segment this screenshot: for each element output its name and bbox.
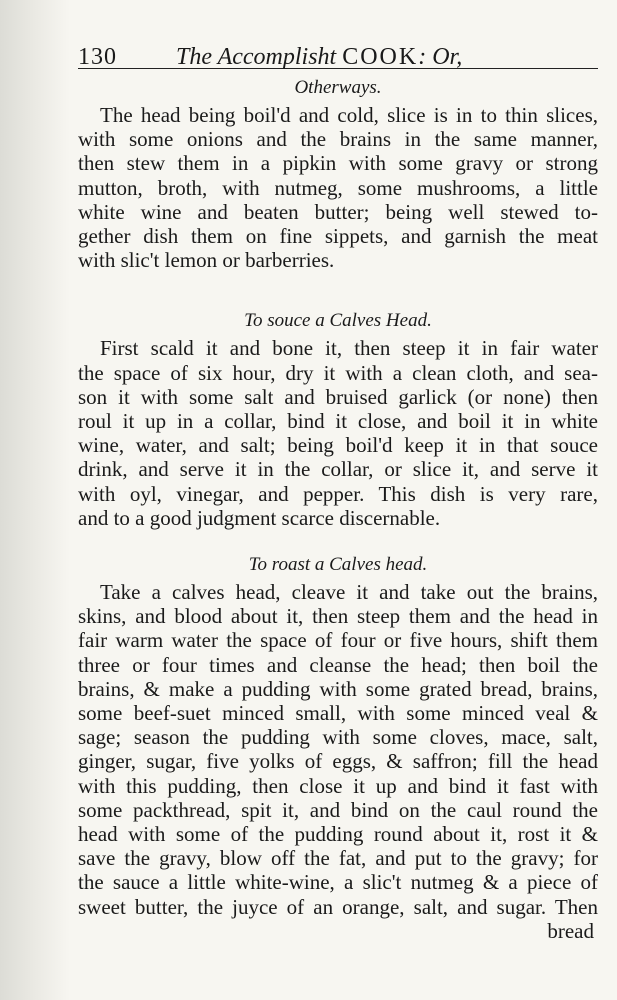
text-line: some beef-suet minced small, with some minced veal & xyxy=(78,701,598,726)
text-line: roul it up in a collar, bind it close, and boil it in white xyxy=(78,409,598,434)
text-line: Take a calves head, cleave it and take out the brains, xyxy=(100,580,598,605)
text-line: ginger, sugar, five yolks of eggs, & saffron; fill the head xyxy=(78,749,598,774)
text-line: with this pudding, then close it up and bind it fast with xyxy=(78,773,598,798)
catchword: bread xyxy=(547,918,594,943)
text-line: son it with some salt and bruised garlick (or none) then xyxy=(78,384,598,409)
running-head xyxy=(78,30,598,69)
text-line: First scald it and bone it, then steep it in fair water xyxy=(100,336,598,361)
text-line: gether dish them on fine sippets, and garnish the meat xyxy=(78,224,598,249)
text-line: sweet butter, the juyce of an orange, salt, and sugar. Then xyxy=(78,894,598,919)
text-line: some packthread, spit it, and bind on the caul round the xyxy=(78,797,598,822)
section-heading-otherways: Otherways. xyxy=(294,77,382,98)
text-line: save the gravy, blow off the fat, and put to the gravy; for xyxy=(78,846,598,871)
text-line: sage; season the pudding with some cloves, mace, salt, xyxy=(78,725,598,750)
page-number: 130 xyxy=(78,44,117,70)
text-line: white wine and beaten butter; being well stewed to- xyxy=(78,199,598,224)
text-line: the space of six hour, dry it with a clean cloth, and sea- xyxy=(78,360,598,385)
text-line: wine, water, and salt; being boil'd keep it in that souce xyxy=(78,433,598,458)
text-line: with some onions and the brains in the same manner, xyxy=(78,127,598,152)
section-heading-souce-calves-head: To souce a Calves Head. xyxy=(244,310,432,332)
text-line: head with some of the pudding round about it, rost it & xyxy=(78,822,598,847)
text-line: skins, and blood about it, then steep them and the head in xyxy=(78,604,598,629)
recipe-paragraph-roast-calves-head xyxy=(78,580,598,919)
text-line: brains, & make a pudding with some grated bread, brains, xyxy=(78,676,598,701)
text-line: with slic't lemon or barberries. xyxy=(78,248,335,273)
text-line: the sauce a little white-wine, a slic't nutmeg & a piece of xyxy=(78,870,598,895)
running-title-rest: : Or, xyxy=(418,44,463,70)
page-gutter-shadow xyxy=(0,0,70,1000)
text-line: The head being boil'd and cold, slice is in to thin slices, xyxy=(100,103,598,127)
running-title-italic: The Accomplisht xyxy=(176,44,337,70)
text-line: three or four times and cleanse the head; then boil the xyxy=(78,652,598,677)
running-title xyxy=(176,44,462,71)
text-line: and to a good judgment scarce discernable. xyxy=(78,505,441,530)
running-title-caps: COOK xyxy=(342,44,419,70)
text-line: with oyl, vinegar, and pepper. This dish is very rare, xyxy=(78,481,598,506)
section-heading-roast-calves-head: To roast a Calves head. xyxy=(248,554,428,576)
text-line: mutton, broth, with nutmeg, some mushrooms, a little xyxy=(78,175,598,200)
text-line: fair warm water the space of four or five hours, shift them xyxy=(78,628,598,653)
recipe-paragraph-otherways xyxy=(78,103,598,272)
text-line: drink, and serve it in the collar, or slice it, and serve it xyxy=(78,457,598,482)
recipe-paragraph-souce-calves-head xyxy=(78,336,598,530)
book-page xyxy=(78,30,598,943)
text-line: then stew them in a pipkin with some gravy or strong xyxy=(78,151,598,176)
